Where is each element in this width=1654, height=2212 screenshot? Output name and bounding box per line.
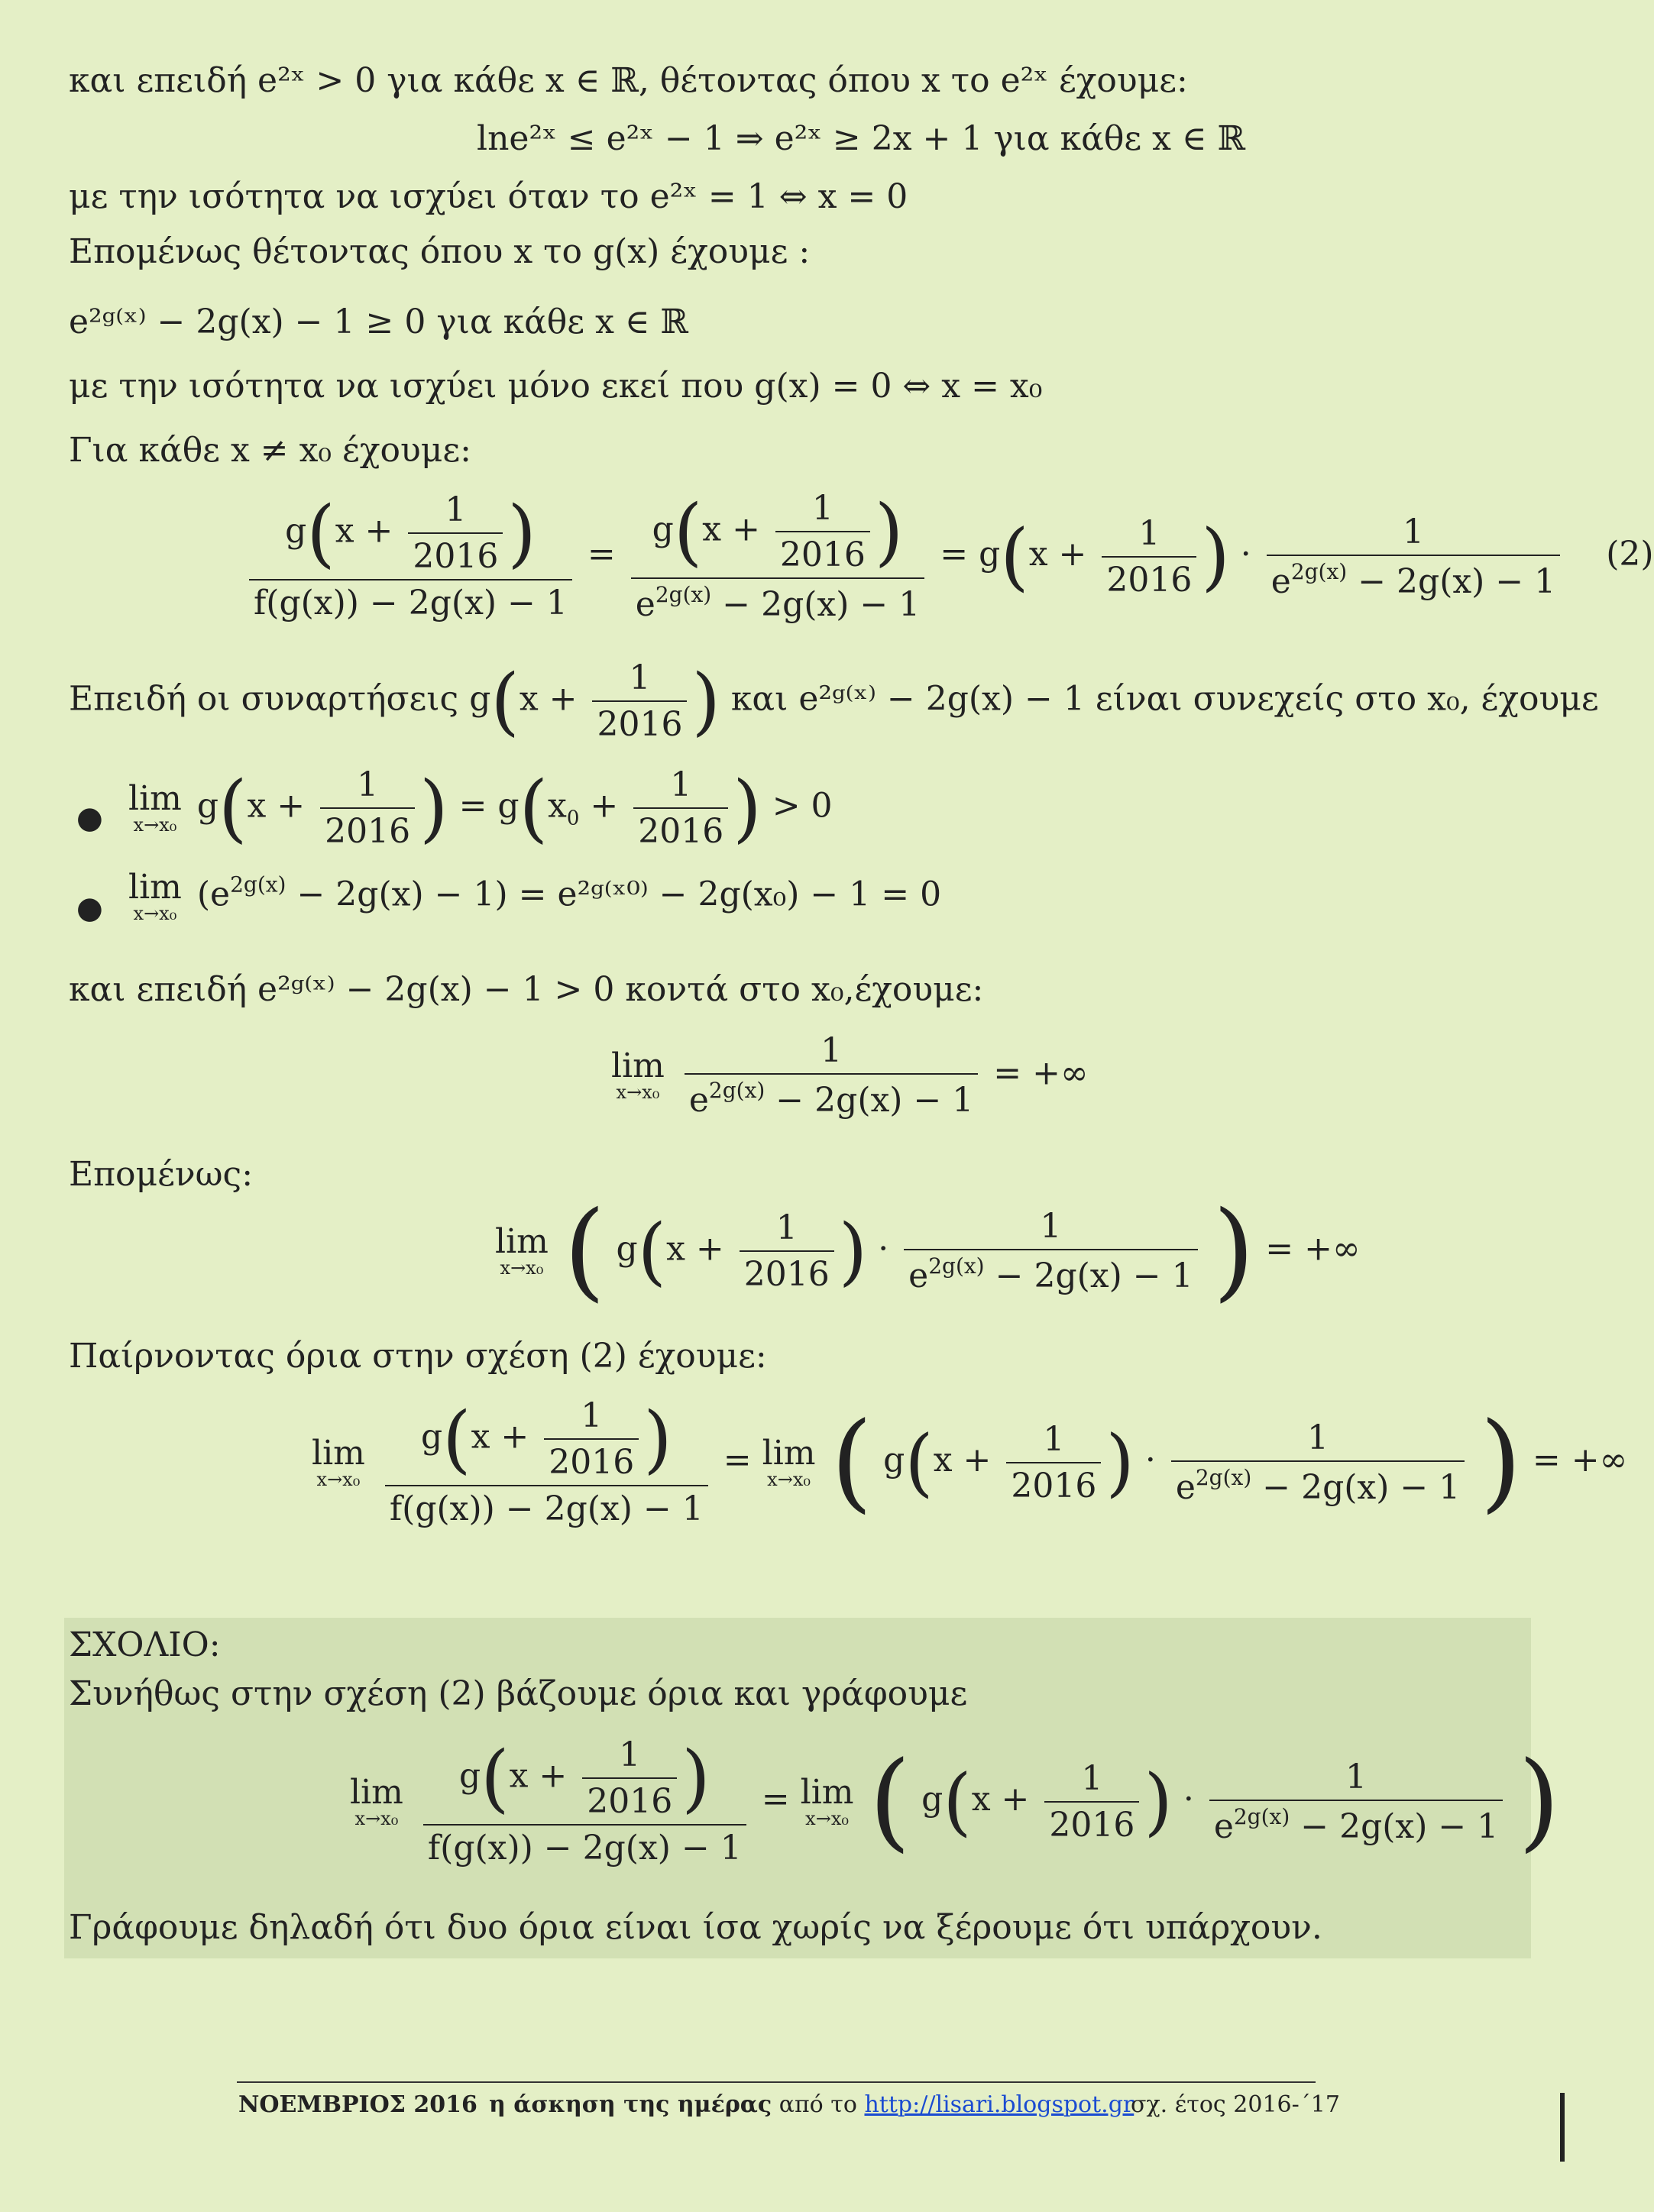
comment-line-2: Γράφουμε δηλαδή ότι δυο όρια είναι ίσα χωρίς να ξέρουμε ότι υπάρχουν.	[69, 1908, 1322, 1947]
comment-line	[69, 1674, 967, 1713]
text-line: Επειδή οι συναρτήσεις g(x + $\frac{1}{2016}$ ) και e²ᵍ⁽ˣ⁾ − 2g(x) − 1 είναι συνεχείς στο x₀, έχουμε	[69, 658, 1599, 744]
bullet-equation-2: lim x→x₀ $(e^{2g(x)} - 2g(x) - 1)$ = e²ᵍ⁽ˣ⁰⁾ − 2g(x₀) − 1 = 0	[128, 868, 942, 924]
text-line	[69, 1155, 253, 1194]
fraction: $\frac{1}{e^{2g(x)} - 2g(x) - 1}$	[1267, 513, 1560, 601]
fraction: g(x + $\frac{1}{2016}$ ) f(g(x)) − 2g(x) − 1	[249, 490, 572, 623]
comment-title	[69, 1625, 221, 1664]
comment-line	[69, 1908, 1322, 1947]
footer-title-bold: η άσκηση της ημέρας	[489, 2091, 772, 2118]
footer-from: από το	[778, 2091, 857, 2118]
footer-title	[489, 2091, 1134, 2118]
footer-link[interactable]: http://lisari.blogspot.gr	[864, 2091, 1134, 2118]
page-edge-mark	[1560, 2093, 1565, 2162]
text-line	[69, 232, 810, 271]
comment-title-text: ΣΧΟΛΙΟ:	[69, 1625, 221, 1664]
bullet-icon: ●	[76, 891, 103, 926]
line-5: e²ᵍ⁽ˣ⁾ − 2g(x) − 1 ≥ 0 για κάθε x ∈ ℝ	[69, 302, 688, 341]
line-1: και επειδή e²ˣ > 0 για κάθε x ∈ ℝ, θέτοντας όπου x το e²ˣ έχουμε:	[69, 61, 1188, 100]
line-9: και επειδή e²ᵍ⁽ˣ⁾ − 2g(x) − 1 > 0 κοντά στο x₀,έχουμε:	[69, 970, 984, 1009]
line-10: Επομένως:	[69, 1155, 254, 1194]
footer-year: σχ. έτος 2016-΄17	[1131, 2091, 1340, 2118]
text-line	[69, 431, 471, 470]
line-8-start: Επειδή οι συναρτήσεις	[69, 679, 459, 719]
fraction: g(x + $\frac{1}{2016}$ ) $e^{2g(x)} - 2g(x) - 1$	[631, 489, 924, 624]
line-7: Για κάθε x ≠ x₀ έχουμε:	[69, 431, 471, 470]
comment-equation: lim x→x₀ g(x + $\frac{1}{2016}$ ) f(g(x)) − 2g(x) − 1 = lim x→x₀ ( g(x + $\frac{1}{2016}$ ) · $\frac{1}{e^{2g(x)} - 2g(x) - 1}$ )	[350, 1735, 1560, 1868]
text-line	[69, 61, 1188, 100]
limit-equation: lim x→x₀ $\frac{1}{e^{2g(x)} - 2g(x) - 1}$ = +∞	[611, 1031, 1089, 1120]
line-8-end: και e²ᵍ⁽ˣ⁾ − 2g(x) − 1 είναι συνεχείς στο x₀, έχουμε	[730, 679, 1599, 719]
line-3: με την ισότητα να ισχύει όταν το e²ˣ = 1 ⇔ x = 0	[69, 177, 908, 216]
bullet-icon: ●	[76, 800, 103, 836]
text-line	[69, 1337, 767, 1376]
equation-label: (2)	[1606, 535, 1654, 574]
text-line	[69, 367, 1042, 406]
equation	[477, 119, 1245, 158]
footer-rule	[237, 2081, 1316, 2083]
inequality-line: lne²ˣ ≤ e²ˣ − 1 ⇒ e²ˣ ≥ 2x + 1 για κάθε x ∈ ℝ	[477, 119, 1246, 158]
text-line	[69, 177, 908, 216]
footer-month: ΝΟΕΜΒΡΙΟΣ 2016	[238, 2091, 477, 2118]
line-6: με την ισότητα να ισχύει μόνο εκεί που g(x) = 0 ⇔ x = x₀	[69, 367, 1043, 406]
limit-equation: lim x→x₀ g(x + $\frac{1}{2016}$ ) f(g(x)) − 2g(x) − 1 = lim x→x₀ ( g(x + $\frac{1}{2016}$ ) · $\frac{1}{e^{2g(x)} - 2g(x) - 1}$ ) = +∞	[312, 1396, 1628, 1528]
equation-2: g(x + $\frac{1}{2016}$ ) f(g(x)) − 2g(x) − 1 = g(x + $\frac{1}{2016}$ ) $e^{2g(x)} - 2g(x) - 1$ = g(x + $\frac{1}{2016}$ ) · $\frac{1}{e^{2g(x)} - 2g(x) - 1}$ (2)	[244, 489, 1654, 624]
limit-equation: lim x→x₀ ( g(x + $\frac{1}{2016}$ ) · $\frac{1}{e^{2g(x)} - 2g(x) - 1}$ ) = +∞	[495, 1188, 1361, 1313]
text-line	[69, 970, 983, 1009]
comment-line-1: Συνήθως στην σχέση (2) βάζουμε όρια και γράφουμε	[69, 1674, 968, 1713]
bullet-equation-1: lim x→x₀ g(x + $\frac{1}{2016}$ ) = $g(x_0$ + $\frac{1}{2016}$ ) > 0	[128, 765, 833, 851]
text-line	[69, 302, 688, 341]
line-11: Παίρνοντας όρια στην σχέση (2) έχουμε:	[69, 1337, 767, 1376]
line-4: Επομένως θέτοντας όπου x το g(x) έχουμε :	[69, 232, 811, 271]
